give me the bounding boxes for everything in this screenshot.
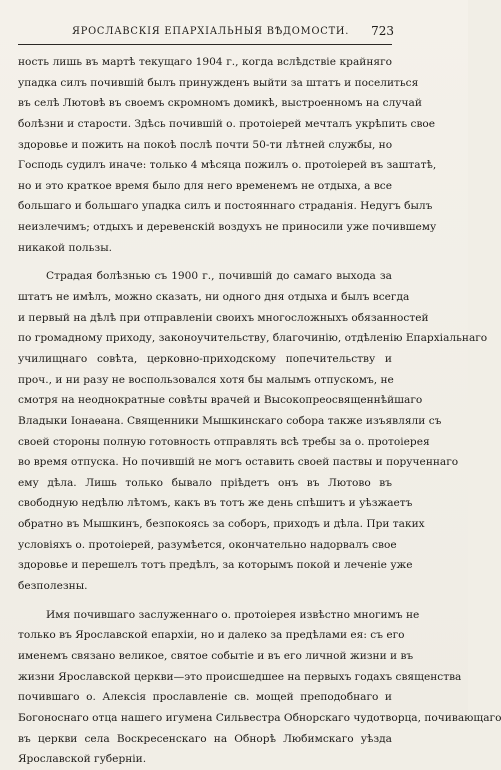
text-line: безполезны. — [18, 580, 88, 593]
text-line: почившаго о. Алексія прославленіе св. мощей преподобнаго и — [18, 691, 392, 704]
text-line: неизлечимъ; отдыхъ и деревенскій воздухъ не приносили уже почившему — [18, 221, 437, 234]
text-line: никакой пользы. — [18, 241, 112, 254]
body-text — [18, 52, 501, 770]
running-header — [72, 24, 394, 46]
text-line: смотря на неоднократные совѣты врачей и Высокопреосвященнѣйшаго — [18, 394, 423, 407]
text-line: болѣзни и старости. Здѣсь почившій о. протоіерей мечталъ укрѣпить свое — [18, 117, 436, 130]
text-line: Господь судилъ иначе: только 4 мѣсяца пожилъ о. протоіерей въ заштатѣ, — [18, 159, 437, 172]
paragraph-gap — [18, 597, 392, 605]
paragraph-gap — [18, 258, 392, 266]
text-line: условіяхъ о. протоіерей, разумѣется, окончательно надорвалъ свое — [18, 538, 397, 551]
text-line: въ селѣ Лютовѣ въ своемъ скромномъ домикѣ, выстроенномъ на случай — [18, 97, 422, 110]
text-line: ность лишь въ мартѣ текущаго 1904 г., когда вслѣдствіе крайняго — [18, 56, 392, 68]
text-line: здоровье и перешелъ тотъ предѣлъ, за которымъ покой и леченіе уже — [18, 559, 413, 572]
header-title: ЯРОСЛАВСКІЯ ЕПАРХІАЛЬНЫЯ ВѢДОМОСТИ. — [72, 26, 350, 37]
text-line: во время отпуска. Но почившій не могъ оставить своей паствы и порученнаго — [18, 456, 459, 469]
text-line: но и это краткое время было для него временемъ не отдыха, а все — [18, 179, 392, 192]
text-line: здоровье и пожить на покоѣ послѣ почти 50-ти лѣтней службы, но — [18, 138, 393, 151]
text-line: именемъ связано великое, святое событіе и въ его личной жизни и въ — [18, 649, 414, 662]
text-line: Страдая болѣзнью съ 1900 г., почившій до самаго выхода за — [46, 270, 392, 283]
text-line: Богоноснаго отца нашего игумена Сильвестра Обнорскаго чудотворца, почивающаго — [18, 711, 501, 724]
text-line: проч., и ни разу не воспользовался хотя бы малымъ отпускомъ, не — [18, 373, 394, 386]
text-line: Владыки Іонаѳана. Священники Мышкинскаго собора также изъявляли съ — [18, 414, 442, 427]
header-rule — [18, 44, 392, 45]
text-line: въ церкви села Воскресенскаго на Обнорѣ Любимскаго уѣзда — [18, 732, 392, 745]
text-line: своей стороны полную готовность отправлять всѣ требы за о. протоіерея — [18, 435, 430, 448]
paragraph — [18, 266, 488, 596]
text-line: большаго и большаго упадка силъ и постояннаго страданія. Недугъ былъ — [18, 200, 433, 213]
text-line: по громадному приходу, законоучительству, благочинію, отдѣленію Епархіальнаго — [18, 332, 488, 345]
text-line: и первый на дѣлѣ при отправленіи своихъ многосложныхъ обязанностей — [18, 311, 429, 324]
text-line: Имя почившаго заслуженнаго о. протоіерея извѣстно многимъ не — [46, 608, 420, 621]
paragraph — [18, 52, 437, 258]
text-line: Ярославской губерніи. — [18, 753, 147, 766]
text-line: ему дѣла. Лишь только бывало пріѣдетъ онъ въ Лютово въ — [18, 476, 392, 489]
text-line: только въ Ярославской епархіи, но и далеко за предѣлами ея: съ его — [18, 629, 405, 642]
text-line: штатъ не имѣлъ, можно сказать, ни одного дня отдыха и былъ всегда — [18, 291, 410, 304]
text-line: упадка силъ почившій былъ принужденъ выйти за штатъ и поселиться — [18, 76, 419, 89]
page-number: 723 — [371, 24, 394, 38]
text-line: обратно въ Мышкинъ, безпокоясь за соборъ, приходъ и дѣла. При таких — [18, 518, 425, 531]
text-line: свободную недѣлю лѣтомъ, какъ въ тотъ же день спѣшитъ и уѣзжаетъ — [18, 497, 413, 510]
text-line: училищнаго совѣта, церковно-приходскому попечительству и — [18, 352, 392, 365]
paragraph — [18, 605, 501, 770]
text-line: жизни Ярославской церкви—это происшедшее на первыхъ годахъ священства — [18, 670, 462, 683]
